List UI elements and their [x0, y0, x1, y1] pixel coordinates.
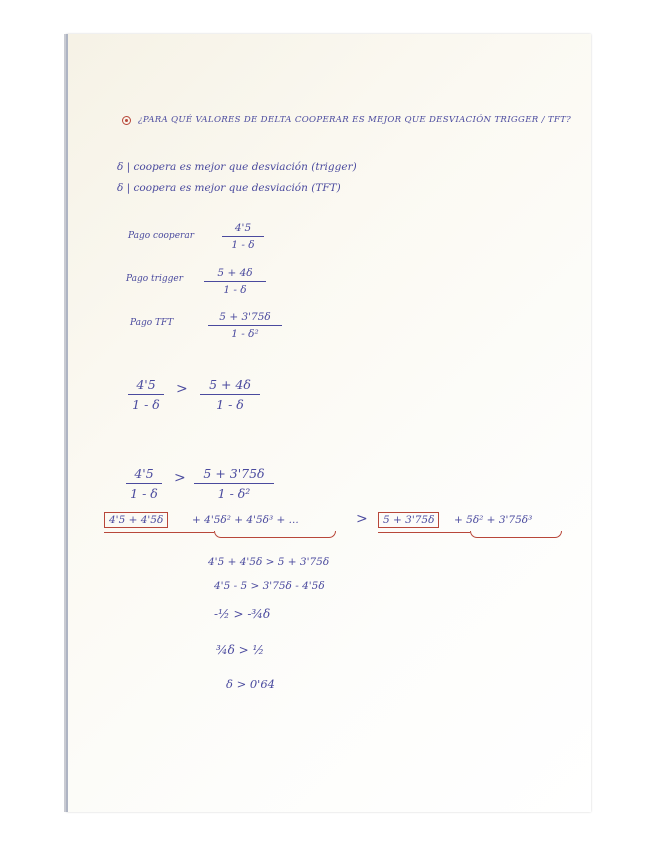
underline-left — [104, 532, 214, 533]
ineq1-rhs — [200, 377, 260, 412]
ineq2-rhs — [194, 466, 274, 501]
payoff-cooperate-num: 4'5 — [234, 222, 252, 234]
payoff-tft-fraction — [208, 311, 282, 340]
fraction-bar — [204, 281, 266, 282]
ineq1-operator: > — [176, 381, 188, 397]
step-1: 4'5 + 4'5δ > 5 + 3'75δ — [208, 556, 330, 568]
series-boxed-left: 4'5 + 4'5δ — [104, 512, 168, 528]
ineq2-lhs-num: 4'5 — [134, 466, 154, 481]
ineq1-lhs-den: 1 - δ — [132, 397, 160, 413]
bullet-icon — [122, 116, 131, 125]
fraction-bar — [208, 325, 282, 326]
payoff-cooperate-label: Pago cooperar — [128, 231, 194, 241]
series-operator: > — [356, 511, 368, 527]
series-right-underbrace — [470, 531, 562, 538]
ineq1-lhs-num: 4'5 — [136, 377, 156, 392]
payoff-trigger-label: Pago trigger — [126, 274, 184, 284]
payoff-tft-num: 5 + 3'75δ — [219, 311, 271, 323]
ineq2-lhs — [126, 466, 162, 501]
step-5: δ > 0'64 — [226, 677, 275, 691]
payoff-cooperate-den: 1 - δ — [231, 239, 255, 252]
fraction-bar — [128, 394, 164, 395]
fraction-bar — [126, 483, 162, 484]
ineq1-rhs-num: 5 + 4δ — [209, 377, 251, 392]
underline-right — [378, 532, 470, 533]
step-4: ¾δ > ½ — [216, 643, 265, 657]
series-rest-right: + 5δ² + 3'75δ³ — [454, 514, 533, 526]
step-3: -½ > -¾δ — [214, 607, 271, 621]
condition-tft: δ | coopera es mejor que desviación (TFT) — [117, 182, 341, 194]
ineq2-rhs-num: 5 + 3'75δ — [203, 466, 265, 481]
question-text: ¿PARA QUÉ VALORES DE DELTA COOPERAR ES MEJOR QUE DESVIACIÓN TRIGGER / TFT? — [138, 115, 572, 125]
condition-trigger: δ | coopera es mejor que desviación (trigger) — [117, 161, 357, 173]
notebook-page — [66, 34, 591, 812]
series-boxed-right: 5 + 3'75δ — [378, 512, 439, 528]
ineq2-lhs-den: 1 - δ — [130, 486, 158, 502]
payoff-cooperate-fraction — [222, 222, 264, 251]
fraction-bar — [222, 236, 264, 237]
series-rest-left: + 4'5δ² + 4'5δ³ + ... — [192, 514, 299, 526]
ineq1-lhs — [128, 377, 164, 412]
ineq1-rhs-den: 1 - δ — [216, 397, 244, 413]
ineq2-operator: > — [174, 470, 186, 486]
ineq2-rhs-den: 1 - δ² — [217, 486, 251, 502]
payoff-trigger-fraction — [204, 267, 266, 296]
fraction-bar — [194, 483, 274, 484]
payoff-tft-label: Pago TFT — [130, 318, 174, 328]
series-left-underbrace — [214, 531, 336, 538]
payoff-trigger-den: 1 - δ — [223, 284, 247, 297]
step-2: 4'5 - 5 > 3'75δ - 4'5δ — [214, 580, 325, 592]
fraction-bar — [200, 394, 260, 395]
payoff-trigger-num: 5 + 4δ — [217, 267, 253, 279]
payoff-tft-den: 1 - δ² — [231, 328, 259, 341]
